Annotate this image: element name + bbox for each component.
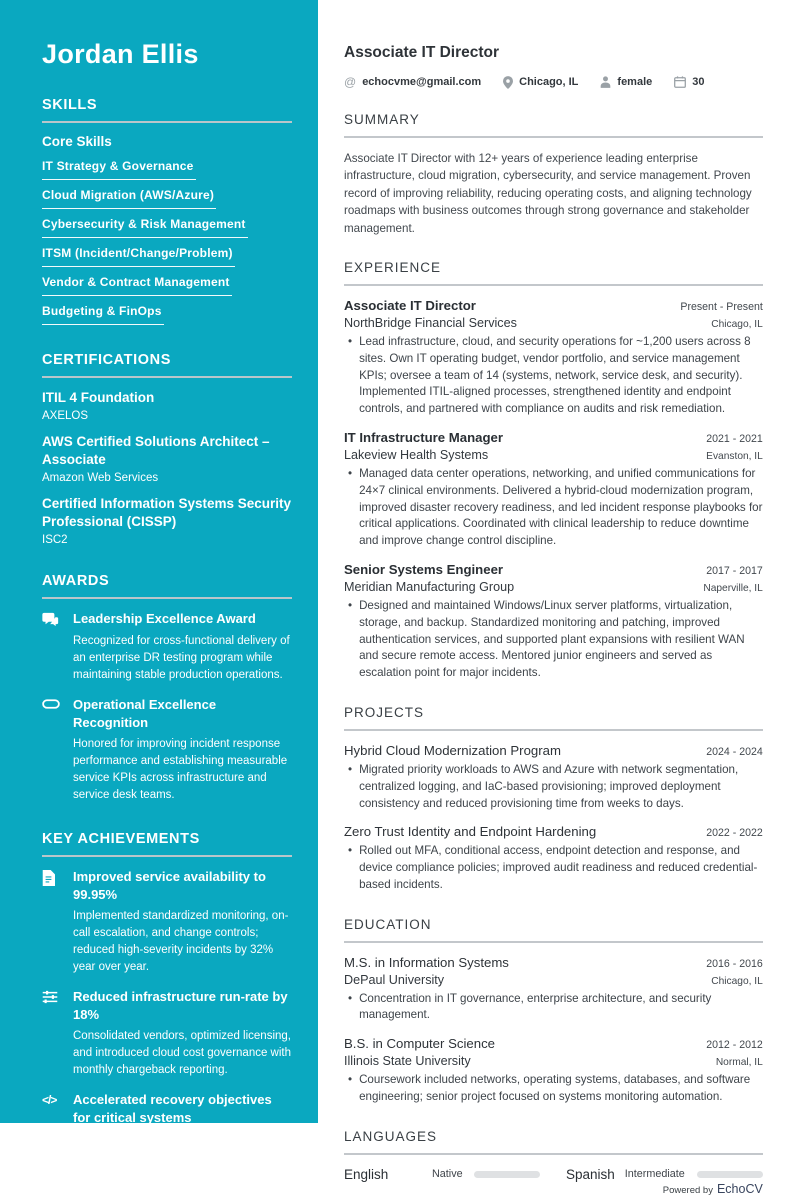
award-title: Operational Excellence Recognition — [73, 697, 217, 730]
page-title: Associate IT Director — [344, 44, 500, 61]
summary-section-title: SUMMARY — [344, 112, 763, 138]
education-school: Illinois State University — [344, 1054, 471, 1069]
award-description: Honored for improving incident response performance and establishing measurable service KPIs across infrastructure and service desk teams. — [73, 738, 288, 802]
contact-location-text: Chicago, IL — [519, 76, 579, 88]
award-body — [73, 696, 292, 804]
certification-name: Certified Information Systems Security Professional (CISSP) — [42, 496, 292, 529]
language-name: Spanish — [566, 1166, 615, 1182]
achievement-description: Implemented standardized monitoring, on-call escalation, and change controls; reduced high-severity incidents by 32% year over year. — [73, 910, 289, 974]
project-bullet: • Migrated priority workloads to AWS and Azure with network segmentation, centralized logging, and IaC-based provisioning; improved deployment consistency and reduced provisioning time from weeks to days. — [344, 762, 763, 812]
calendar-icon — [674, 76, 686, 88]
award-body — [73, 610, 292, 684]
brand-link[interactable]: EchoCV — [716, 1181, 763, 1196]
languages-row — [344, 1167, 763, 1182]
code-icon: </> — [42, 1093, 57, 1108]
experience-entry — [344, 562, 763, 682]
key-achievements-section-title: KEY ACHIEVEMENTS — [42, 831, 292, 857]
powered-by-text: Powered by — [662, 1184, 713, 1196]
experience-entry — [344, 430, 763, 550]
education-location: Chicago, IL — [711, 975, 763, 987]
project-bullet: • Rolled out MFA, conditional access, endpoint detection and response, and device compliance policies; improved audit readiness and reduced credential-based incidents. — [344, 843, 763, 893]
achievement-title: Accelerated recovery objectives for critical systems — [73, 1092, 272, 1126]
certification-name: ITIL 4 Foundation — [42, 389, 155, 405]
skill-item: ITSM (Incident/Change/Problem) — [42, 243, 235, 267]
experience-dates: 2017 - 2017 — [706, 564, 763, 577]
experience-bullet: • Managed data center operations, networking, and unified communications for 24×7 clinical environments. Delivered a hybrid-cloud modernization program, improved disaster recovery readiness, and led incident response playbooks for critical applications. Coordinated with clinical leadership to reduce downtime and improve change control discipline. — [344, 466, 763, 550]
sidebar — [0, 0, 318, 1197]
sliders-icon — [42, 988, 60, 1079]
project-entry — [344, 824, 763, 893]
awards-section — [42, 573, 292, 804]
language-item — [566, 1167, 763, 1182]
education-degree: B.S. in Computer Science — [344, 1036, 495, 1052]
achievement-body — [73, 868, 292, 976]
education-entry — [344, 1036, 763, 1106]
person-icon — [600, 76, 611, 88]
skill-item: Cybersecurity & Risk Management — [42, 214, 248, 238]
projects-section — [344, 705, 763, 894]
award-title: Leadership Excellence Award — [73, 611, 256, 627]
education-dates: 2012 - 2012 — [706, 1039, 763, 1052]
experience-location: Naperville, IL — [703, 582, 763, 594]
skill-item: Cloud Migration (AWS/Azure) — [42, 185, 216, 209]
languages-section — [344, 1129, 763, 1182]
skills-group-title: Core Skills — [42, 133, 112, 149]
experience-entry — [344, 298, 763, 418]
contact-gender — [600, 76, 652, 88]
capsule-icon — [42, 696, 60, 804]
project-dates: 2022 - 2022 — [706, 827, 763, 840]
candidate-name: Jordan Ellis — [42, 39, 199, 69]
contact-row — [344, 75, 763, 89]
experience-section-title: EXPERIENCE — [344, 260, 763, 286]
achievement-description: Consolidated vendors, optimized licensing, and introduced cloud cost governance with monthly chargeback reporting. — [73, 1030, 292, 1077]
contact-email[interactable] — [344, 75, 481, 89]
certifications-section — [42, 352, 292, 547]
certification-item — [42, 495, 292, 546]
language-level: Native — [432, 1168, 463, 1181]
project-name: Hybrid Cloud Modernization Program — [344, 742, 561, 758]
skills-section — [42, 97, 292, 325]
skills-section-title: SKILLS — [42, 97, 292, 123]
language-name: English — [344, 1166, 389, 1182]
education-section-title: EDUCATION — [344, 917, 763, 943]
certification-item — [42, 389, 292, 423]
experience-role: Associate IT Director — [344, 297, 476, 313]
at-icon: @ — [344, 75, 357, 89]
certifications-section-title: CERTIFICATIONS — [42, 352, 292, 378]
education-degree: M.S. in Information Systems — [344, 954, 509, 970]
languages-section-title: LANGUAGES — [344, 1129, 763, 1155]
achievement-description: Delivered DR improvements and testing cadence, achieving a 4-hour RTO for tier-1 applications and repeatable restoration procedures. — [73, 1133, 291, 1197]
achievement-item — [42, 868, 292, 976]
skill-item: Budgeting & FinOps — [42, 301, 164, 325]
education-entry — [344, 955, 763, 1025]
contact-email-text: echocvme@gmail.com — [362, 76, 482, 88]
experience-bullet: • Lead infrastructure, cloud, and security operations for ~1,200 users across 8 sites. Own IT operating budget, vendor portfolio, and service management KPIs; oversee a team of 14 (systems, network, service desk, and security). Implemented ITIL-aligned processes, strengthened identity and endpoint controls, and partnered with compliance on audits and risk remediation. — [344, 334, 763, 418]
chat-bubbles-icon — [42, 610, 60, 684]
certification-issuer: AXELOS — [42, 410, 89, 423]
education-location: Normal, IL — [715, 1057, 763, 1069]
education-bullet: • Coursework included networks, operating systems, databases, and software engineering; senior project focused on systems monitoring automation. — [344, 1072, 763, 1106]
key-achievements-section — [42, 831, 292, 1199]
certification-name: AWS Certified Solutions Architect – Associate — [42, 434, 270, 467]
language-proficiency-bar — [474, 1171, 540, 1178]
language-item — [344, 1167, 540, 1182]
file-text-icon — [42, 868, 60, 976]
award-description: Recognized for cross-functional delivery of an enterprise DR testing program while maintaining stable production operations. — [73, 634, 290, 681]
experience-company: NorthBridge Financial Services — [344, 315, 517, 330]
experience-company: Meridian Manufacturing Group — [344, 579, 515, 594]
project-entry — [344, 743, 763, 812]
language-proficiency-bar — [697, 1171, 763, 1178]
achievement-body — [73, 1091, 292, 1199]
experience-bullet: • Designed and maintained Windows/Linux server platforms, virtualization, storage, and backup. Standardized monitoring and patching, improved authentication services, and supported plant expansions with resilient WAN and secure remote access. Mentored junior engineers and served as escalation point for major incidents. — [344, 598, 763, 682]
education-school: DePaul University — [344, 972, 445, 987]
experience-role: Senior Systems Engineer — [344, 561, 504, 577]
award-item — [42, 696, 292, 804]
achievement-title: Reduced infrastructure run-rate by 18% — [73, 989, 288, 1022]
award-item — [42, 610, 292, 684]
skill-item: IT Strategy & Governance — [42, 156, 196, 180]
certification-issuer: Amazon Web Services — [42, 472, 159, 485]
experience-location: Chicago, IL — [711, 318, 763, 330]
summary-text: Associate IT Director with 12+ years of experience leading enterprise infrastructure, cloud migration, cybersecurity, and service management. Proven record of improving reliability, reducing operating costs, and aligning technology roadmaps with business outcomes through strong governance and stakeholder management. — [344, 152, 752, 235]
project-dates: 2024 - 2024 — [706, 745, 763, 758]
achievement-item — [42, 988, 292, 1079]
language-level: Intermediate — [624, 1168, 685, 1181]
contact-location — [503, 76, 578, 89]
experience-location: Evanston, IL — [706, 450, 763, 462]
certification-issuer: ISC2 — [42, 534, 68, 547]
achievement-body — [73, 988, 292, 1079]
project-name: Zero Trust Identity and Endpoint Hardening — [344, 824, 597, 840]
achievement-title: Improved service availability to 99.95% — [73, 869, 266, 902]
projects-section-title: PROJECTS — [344, 705, 763, 731]
education-section — [344, 917, 763, 1106]
experience-section — [344, 260, 763, 682]
footer — [663, 1182, 763, 1196]
education-bullet: • Concentration in IT governance, enterprise architecture, and security management. — [344, 991, 763, 1025]
experience-company: Lakeview Health Systems — [344, 447, 489, 462]
experience-role: IT Infrastructure Manager — [344, 429, 504, 445]
contact-gender-text: female — [617, 76, 653, 88]
location-pin-icon — [503, 76, 513, 89]
skill-item: Vendor & Contract Management — [42, 272, 232, 296]
main-content — [318, 0, 794, 1196]
education-dates: 2016 - 2016 — [706, 957, 763, 970]
contact-age-text: 30 — [692, 76, 705, 88]
awards-section-title: AWARDS — [42, 573, 292, 599]
summary-section — [344, 112, 763, 237]
experience-dates: 2021 - 2021 — [706, 432, 763, 445]
certification-item — [42, 433, 292, 484]
experience-dates: Present - Present — [680, 300, 763, 313]
contact-age — [674, 76, 704, 88]
achievement-item — [42, 1091, 292, 1199]
